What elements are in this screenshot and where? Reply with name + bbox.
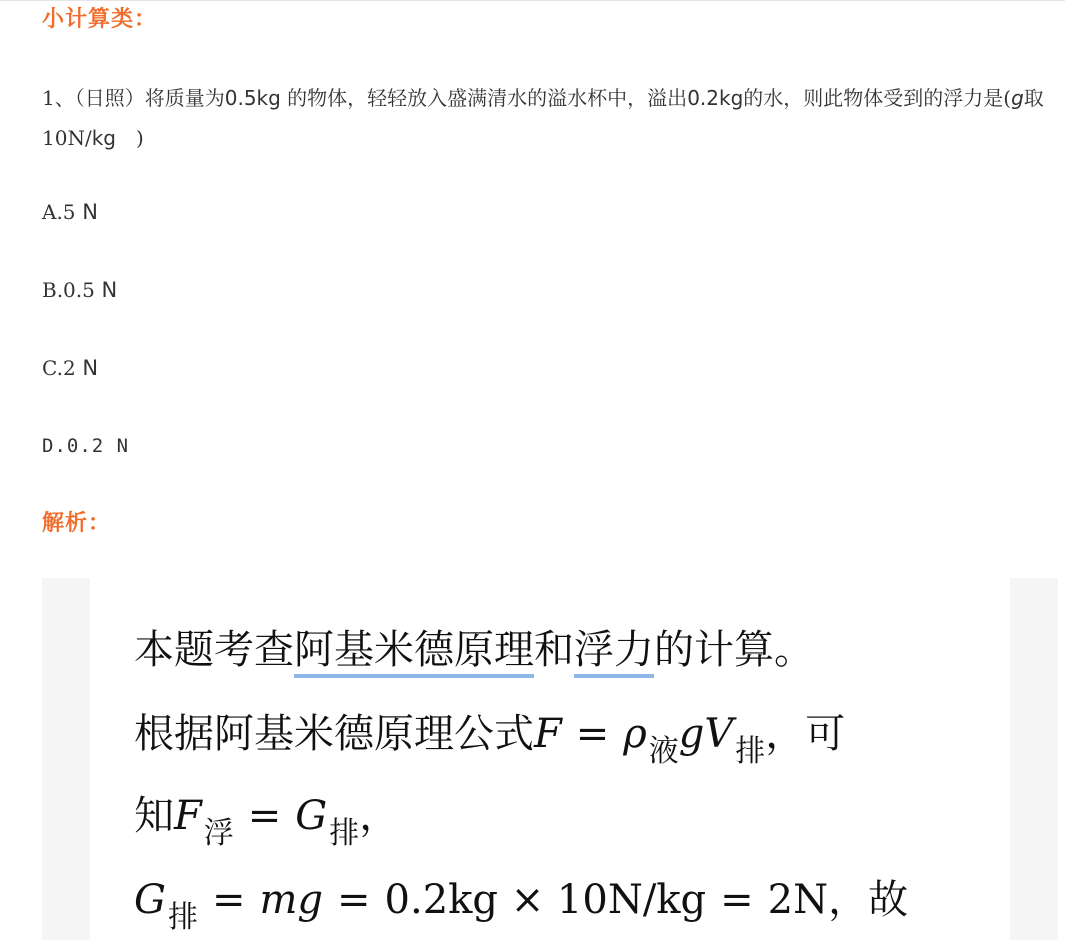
equivalence-sub-displaced: 排 bbox=[329, 816, 360, 851]
buoyancy-link[interactable]: 浮力 bbox=[574, 627, 654, 678]
option-d: D.0.2 N bbox=[42, 435, 130, 457]
equivalence-sub-float: 浮 bbox=[203, 816, 234, 851]
calc-equals-1: = bbox=[211, 877, 246, 923]
option-c-label: C.2 bbox=[42, 356, 76, 380]
archimedes-principle-link[interactable]: 阿基米德原理 bbox=[294, 627, 534, 678]
section-heading-small-calc: 小计算类： bbox=[42, 7, 158, 32]
option-c bbox=[42, 354, 98, 382]
option-b-unit: N bbox=[94, 278, 118, 302]
question-g-value: 取10N/ bbox=[42, 86, 1044, 150]
formula-rho: ρ bbox=[623, 711, 647, 757]
formula-intro: 根据阿基米德原理公式 bbox=[134, 711, 534, 757]
analysis-line-topic bbox=[134, 618, 814, 675]
option-b-label: B.0.5 bbox=[42, 278, 95, 302]
option-a-unit: N bbox=[75, 200, 98, 224]
analysis-topic-prefix: 本题考查 bbox=[134, 627, 294, 673]
calc-suffix: ，故 bbox=[828, 877, 909, 923]
analysis-line-equivalence bbox=[134, 784, 400, 851]
formula-V: V bbox=[704, 711, 734, 757]
question-overflow: 0.2kg bbox=[687, 86, 744, 110]
formula-equals: = bbox=[575, 711, 610, 757]
calc-equals-3: = bbox=[720, 877, 754, 923]
calc-sub-displaced: 排 bbox=[167, 900, 198, 935]
formula-F: F bbox=[534, 711, 562, 757]
calc-expression: 0.2kg × 10N/kg bbox=[384, 877, 707, 923]
equivalence-intro: 知 bbox=[134, 793, 174, 839]
calc-G: G bbox=[134, 877, 166, 923]
formula-sub-liquid: 液 bbox=[648, 734, 679, 769]
option-a bbox=[42, 198, 98, 226]
section-heading-analysis: 解析： bbox=[42, 511, 112, 536]
equivalence-suffix: ， bbox=[359, 793, 400, 839]
equivalence-G: G bbox=[295, 793, 328, 839]
top-divider bbox=[0, 0, 1065, 1]
calc-result: 2N bbox=[767, 877, 829, 923]
option-a-label: A.5 bbox=[42, 200, 76, 224]
question-close: ) bbox=[115, 126, 144, 150]
question-mid1: 的物体，轻轻放入盛满清水的溢水杯中，溢出 bbox=[280, 86, 688, 110]
analysis-topic-suffix: 的计算。 bbox=[654, 627, 814, 673]
calc-mg: mg bbox=[259, 877, 324, 923]
formula-g: g bbox=[678, 711, 705, 757]
analysis-panel bbox=[42, 578, 1058, 940]
equivalence-F: F bbox=[174, 793, 202, 839]
analysis-topic-and: 和 bbox=[534, 627, 574, 673]
formula-sub-displaced: 排 bbox=[735, 734, 766, 769]
question-g-unit: kg bbox=[91, 126, 116, 150]
option-b bbox=[42, 276, 117, 304]
formula-suffix: ，可 bbox=[765, 711, 846, 757]
option-c-unit: N bbox=[75, 356, 99, 380]
analysis-line-formula bbox=[134, 702, 846, 769]
question-prefix: 1、（日照）将质量为 bbox=[42, 86, 225, 110]
calc-equals-2: = bbox=[337, 877, 371, 923]
analysis-image bbox=[90, 578, 1010, 940]
question-mass: 0.5kg bbox=[224, 86, 281, 110]
question-stem bbox=[42, 78, 1060, 158]
equivalence-equals: = bbox=[247, 793, 282, 839]
question-mid2: 的水，则此物体受到的浮力是( bbox=[743, 86, 1012, 110]
analysis-line-calculation bbox=[134, 868, 909, 935]
question-g-symbol: g bbox=[1011, 86, 1024, 110]
